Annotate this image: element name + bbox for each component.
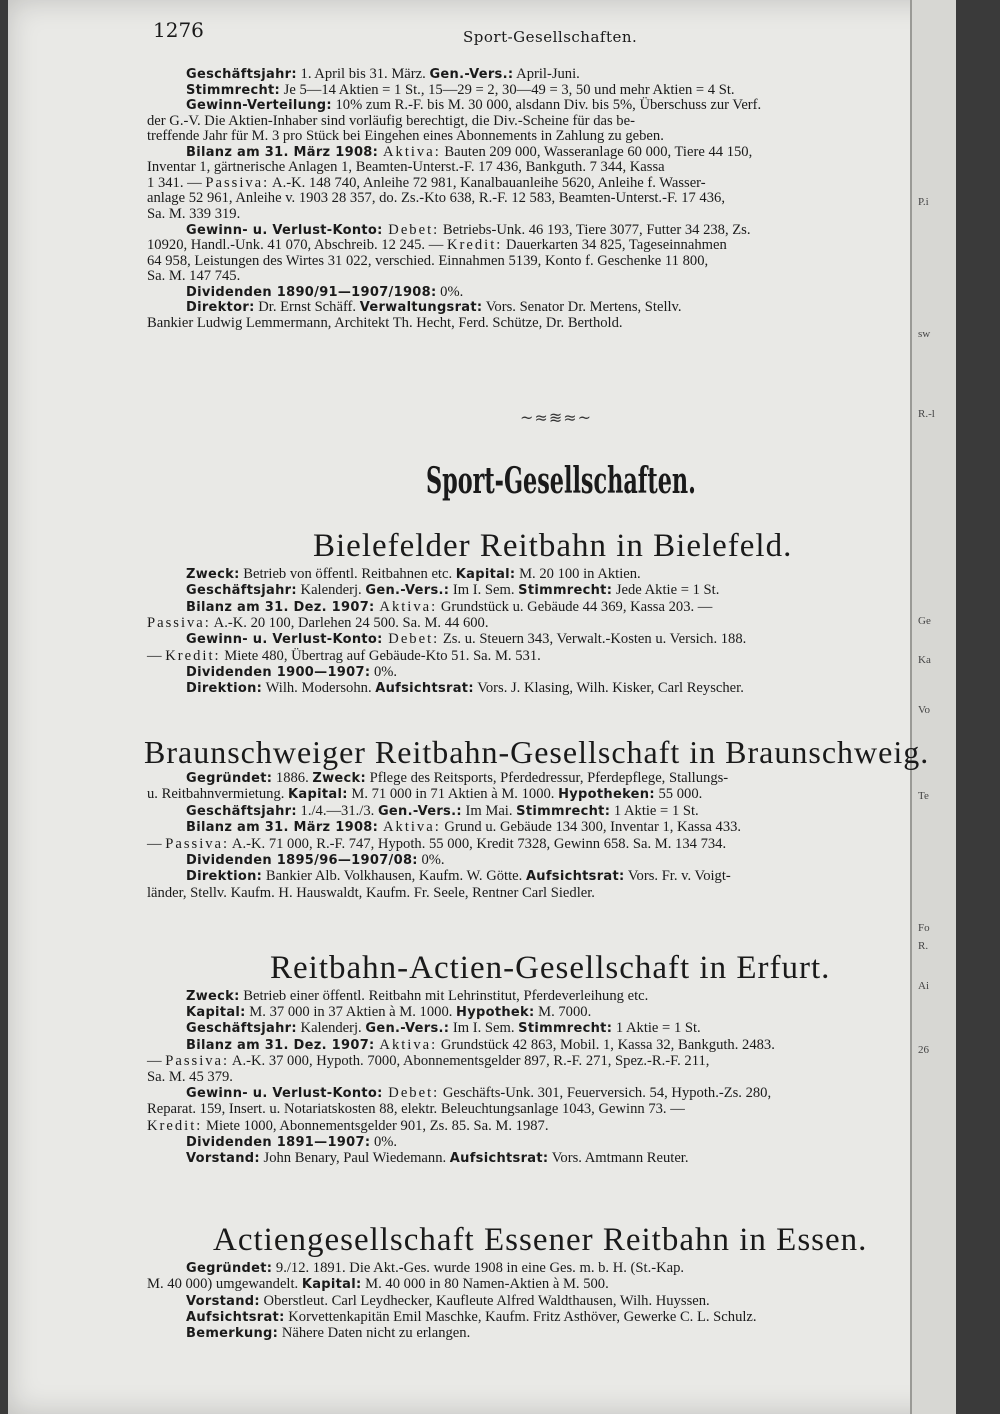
edge-fragment: P.i [918, 196, 929, 208]
section-ornament: ~≈≋≈~ [520, 408, 593, 427]
text-line [186, 819, 741, 836]
text-run: Miete 1000, Abonnementsgelder 901, Zs. 85. Sa. M. 1987. [202, 1118, 549, 1134]
text-run: Miete 480, Übertrag auf Gebäude-Kto 51. Sa. M. 531. [220, 648, 541, 664]
text-line [186, 1134, 397, 1151]
text-run: 0%. [417, 852, 445, 868]
field-label: Gen.-Vers.: [429, 67, 514, 82]
field-label: Stimmrecht: [516, 804, 611, 819]
text-run: 1./4.—31./3. [296, 803, 378, 819]
text-run: Sa. M. 147 745. [147, 268, 241, 284]
field-label: Aufsichtsrat: [375, 681, 474, 696]
text-line [186, 1325, 470, 1342]
text-run: Im I. Sem. [449, 1020, 519, 1036]
text-run: Bankier Ludwig Lemmermann, Architekt Th. Hecht, Ferd. Schütze, Dr. Berthold. [147, 315, 623, 331]
field-label: Kapital: [186, 1005, 246, 1020]
spaced-label: Debet: [382, 222, 440, 238]
text-line [147, 786, 702, 803]
text-line [186, 664, 397, 681]
text-run: Sa. M. 339 319. [147, 206, 241, 222]
field-label: Bemerkung: [186, 1326, 279, 1341]
text-run: — [147, 648, 166, 664]
edge-fragment: 26 [918, 1044, 929, 1056]
text-line [147, 206, 240, 222]
edge-fragment: Ge [918, 615, 931, 627]
field-label: Kapital: [455, 567, 516, 582]
text-run: länder, Stellv. Kaufm. H. Hauswaldt, Kaufm. Fr. Seele, Rentner Carl Siedler. [147, 885, 595, 901]
adjacent-page-edge [910, 0, 956, 1414]
text-run: Im I. Sem. [449, 582, 519, 598]
text-run: Bauten 209 000, Wasseranlage 60 000, Tiere 44 150, [440, 144, 753, 160]
text-run: Sa. M. 45 379. [147, 1069, 233, 1085]
text-run: Betriebs-Unk. 46 193, Tiere 3077, Futter 34 238, Zs. [439, 222, 751, 238]
text-line [186, 680, 744, 697]
text-run: April-Juni. [513, 66, 580, 82]
text-line [147, 836, 726, 852]
spaced-label: Kredit: [446, 237, 503, 253]
field-label: Gewinn- u. Verlust-Konto: [186, 223, 383, 238]
text-run: Grund u. Gebäude 134 300, Inventar 1, Kassa 433. [440, 819, 742, 835]
text-run: treffende Jahr für M. 3 pro Stück bei Eingehen eines Abonnements in Zahlung zu geben. [147, 128, 664, 144]
text-line [186, 988, 648, 1005]
text-line [147, 1101, 685, 1117]
field-label: Zweck: [186, 567, 240, 582]
field-label: Bilanz am 31. Dez. 1907: [186, 1038, 375, 1053]
text-run: Vors. Fr. v. Voigt- [624, 868, 731, 884]
text-line [186, 582, 719, 599]
company-title-braunschweig: Braunschweiger Reitbahn-Gesellschaft in Braunschweig. [144, 734, 930, 770]
spaced-label: Kredit: [165, 648, 221, 664]
text-run: Geschäfts-Unk. 301, Feuerversich. 54, Hypoth.-Zs. 280, [439, 1085, 772, 1101]
edge-fragment: Ai [918, 980, 929, 992]
field-label: Aufsichtsrat: [525, 869, 625, 884]
spaced-label: Passiva: [147, 615, 211, 631]
field-label: Geschäftsjahr: [186, 67, 297, 82]
spaced-label: Aktiva: [374, 1037, 438, 1053]
section-title: Sport-Gesellschaften. [426, 460, 696, 502]
field-label: Kapital: [288, 787, 348, 802]
edge-fragment: sw [918, 328, 931, 340]
text-run: anlage 52 961, Anleihe v. 1903 28 357, do. Zs.-Kto 638, R.-F. 12 583, Beamten-Unterst.-F. 17 436, [147, 190, 725, 206]
text-run: Oberstleut. Carl Leydhecker, Kaufleute Alfred Waldthausen, Wilh. Huyssen. [259, 1293, 710, 1309]
text-run: Grundstück u. Gebäude 44 369, Kassa 203. — [437, 599, 713, 615]
text-run: M. 40 000) umgewandelt. [147, 1276, 302, 1292]
text-run: Dr. Ernst Schäff. [254, 299, 360, 315]
text-run: Reparat. 159, Insert. u. Notariatskosten 88, elektr. Beleuchtungsanlage 1043, Gewinn 73. — [147, 1101, 685, 1117]
text-run: M. 40 000 in 80 Namen-Aktien à M. 500. [361, 1276, 609, 1292]
edge-fragment: R.-l [918, 408, 935, 420]
text-line [186, 1150, 689, 1167]
text-line [186, 803, 699, 820]
text-run: Bankier Alb. Volkhausen, Kaufm. W. Götte. [262, 868, 526, 884]
spaced-label: Passiva: [165, 836, 230, 852]
field-label: Geschäftsjahr: [186, 804, 297, 819]
text-line [147, 1276, 609, 1293]
text-line [186, 1020, 701, 1037]
text-run: Korvettenkapitän Emil Maschke, Kaufm. Fritz Asthöver, Gewerke C. L. Schulz. [284, 1309, 757, 1325]
text-run: Pflege des Reitsports, Pferdedressur, Pferdepflege, Stallungs- [366, 770, 729, 786]
text-line [147, 885, 595, 901]
text-line [186, 1260, 684, 1277]
text-run: 1. April bis 31. März. [296, 66, 430, 82]
field-label: Stimmrecht: [186, 83, 281, 98]
spaced-label: Debet: [382, 631, 440, 647]
edge-fragment: Te [918, 790, 929, 802]
text-run: Im Mai. [461, 803, 517, 819]
edge-fragment: Ka [918, 654, 931, 666]
text-run: A.-K. 148 740, Anleihe 72 981, Kanalbauanleihe 5620, Anleihe f. Wasser- [269, 175, 706, 191]
field-label: Gewinn-Verteilung: [186, 98, 332, 113]
text-line [186, 631, 746, 648]
field-label: Gen.-Vers.: [377, 804, 462, 819]
text-run: A.-K. 37 000, Hypoth. 7000, Abonnementsgelder 897, R.-F. 271, Spez.-R.-F. 211, [229, 1053, 710, 1069]
text-line [147, 315, 623, 331]
spaced-label: Kredit: [147, 1118, 203, 1134]
text-line [147, 648, 541, 664]
field-label: Gewinn- u. Verlust-Konto: [186, 1086, 383, 1101]
text-run: 0%. [370, 1134, 398, 1150]
text-run: 0%. [436, 284, 464, 300]
text-line [147, 615, 489, 631]
text-line [147, 190, 725, 206]
text-line [186, 1037, 775, 1054]
field-label: Dividenden 1895/96—1907/08: [186, 853, 418, 868]
text-run: Vors. Amtmann Reuter. [548, 1150, 689, 1166]
field-label: Verwaltungsrat: [359, 300, 483, 315]
field-label: Geschäftsjahr: [186, 583, 297, 598]
field-label: Dividenden 1900—1907: [186, 665, 371, 680]
text-run: 1 Aktie = 1 St. [610, 803, 699, 819]
text-line [147, 175, 706, 191]
text-line [186, 97, 761, 114]
field-label: Gen.-Vers.: [365, 583, 450, 598]
text-run: Zs. u. Steuern 343, Verwalt.-Kosten u. Versich. 188. [439, 631, 747, 647]
field-label: Bilanz am 31. Dez. 1907: [186, 600, 375, 615]
field-label: Geschäftsjahr: [186, 1021, 297, 1036]
field-label: Stimmrecht: [518, 583, 613, 598]
text-line [186, 66, 580, 83]
text-line [186, 852, 445, 869]
text-line [186, 599, 712, 616]
field-label: Gegründet: [186, 771, 273, 786]
text-run: Wilh. Modersohn. [262, 680, 376, 696]
field-label: Vorstand: [186, 1294, 260, 1309]
text-run: A.-K. 20 100, Darlehen 24 500. Sa. M. 44 600. [210, 615, 489, 631]
spaced-label: Passiva: [205, 175, 270, 191]
text-run: 55 000. [654, 786, 703, 802]
text-run: A.-K. 71 000, R.-F. 747, Hypoth. 55 000, Kredit 7328, Gewinn 658. Sa. M. 134 734. [229, 836, 727, 852]
field-label: Direktor: [186, 300, 255, 315]
text-line [147, 128, 664, 144]
text-run: Dauerkarten 34 825, Tageseinnahmen [502, 237, 727, 253]
text-line [186, 1085, 771, 1102]
edge-fragment: Fo [918, 922, 930, 934]
field-label: Gewinn- u. Verlust-Konto: [186, 632, 383, 647]
text-run: Inventar 1, gärtnerische Anlagen 1, Beamten-Unterst.-F. 17 436, Bankguth. 7 344, Kassa [147, 159, 665, 175]
text-run: M. 7000. [534, 1004, 592, 1020]
edge-fragment: Vo [918, 704, 931, 716]
field-label: Direktion: [186, 681, 263, 696]
field-label: Stimmrecht: [518, 1021, 613, 1036]
field-label: Hypotheken: [558, 787, 655, 802]
text-run: M. 71 000 in 71 Aktien à M. 1000. [347, 786, 559, 802]
text-line [147, 1118, 549, 1134]
spaced-label: Debet: [382, 1085, 440, 1101]
text-run: 10920, Handl.-Unk. 41 070, Abschreib. 12 245. — [147, 237, 447, 253]
field-label: Gegründet: [186, 1261, 273, 1276]
text-line [186, 299, 682, 316]
text-run: M. 20 100 in Aktien. [515, 566, 641, 582]
spaced-label: Passiva: [165, 1053, 230, 1069]
text-run: 1 341. — [147, 175, 206, 191]
field-label: Gen.-Vers.: [365, 1021, 450, 1036]
field-label: Hypothek: [456, 1005, 535, 1020]
text-line [147, 113, 635, 129]
text-line [147, 268, 240, 284]
text-run: 0%. [370, 664, 398, 680]
text-run: der G.-V. Die Aktien-Inhaber sind vorläufig berechtigt, die Div.-Scheine für das be- [147, 113, 635, 129]
text-run: M. 37 000 in 37 Aktien à M. 1000. [245, 1004, 457, 1020]
spaced-label: Aktiva: [378, 144, 441, 160]
text-run: Vors. Senator Dr. Mertens, Stellv. [482, 299, 682, 315]
company-title-essen: Actiengesellschaft Essener Reitbahn in Essen. [213, 1222, 868, 1258]
field-label: Aufsichtsrat: [449, 1151, 549, 1166]
text-run: 1 Aktie = 1 St. [612, 1020, 701, 1036]
text-run: John Benary, Paul Wiedemann. [259, 1150, 450, 1166]
text-line [186, 1309, 757, 1326]
text-line [147, 1053, 709, 1069]
field-label: Kapital: [301, 1277, 362, 1292]
text-line [147, 159, 665, 175]
text-run: — [147, 1053, 166, 1069]
text-line [186, 1293, 710, 1310]
text-run: — [147, 836, 166, 852]
spaced-label: Aktiva: [374, 599, 438, 615]
field-label: Aufsichtsrat: [186, 1310, 285, 1325]
edge-fragment: R. [918, 940, 929, 952]
company-title-erfurt: Reitbahn-Actien-Gesellschaft in Erfurt. [270, 950, 831, 986]
field-label: Bilanz am 31. März 1908: [186, 145, 379, 160]
text-run: Je 5—14 Aktien = 1 St., 15—29 = 2, 30—49 = 3, 50 und mehr Aktien = 4 St. [280, 82, 735, 98]
text-run: 9./12. 1891. Die Akt.-Ges. wurde 1908 in eine Ges. m. b. H. (St.-Kap. [272, 1260, 685, 1276]
spaced-label: Aktiva: [378, 819, 441, 835]
field-label: Zweck: [186, 989, 240, 1004]
text-run: Kalenderj. [296, 582, 366, 598]
text-run: 1886. [272, 770, 313, 786]
text-line [186, 1004, 591, 1021]
text-line [147, 253, 708, 269]
field-label: Zweck: [312, 771, 366, 786]
running-head: Sport-Gesellschaften. [463, 28, 638, 46]
text-line [147, 1069, 233, 1085]
text-line [186, 868, 731, 885]
text-run: Kalenderj. [296, 1020, 366, 1036]
text-run: Nähere Daten nicht zu erlangen. [278, 1325, 471, 1341]
text-line [186, 770, 728, 787]
text-run: Betrieb von öffentl. Reitbahnen etc. [239, 566, 456, 582]
company-title-bielefeld: Bielefelder Reitbahn in Bielefeld. [313, 528, 793, 564]
text-line [147, 237, 727, 253]
text-run: Betrieb einer öffentl. Reitbahn mit Lehrinstitut, Pferdeverleihung etc. [239, 988, 649, 1004]
text-run: 10% zum R.-F. bis M. 30 000, alsdann Div. bis 5%, Überschuss zur Verf. [331, 97, 762, 113]
field-label: Dividenden 1890/91—1907/1908: [186, 285, 437, 300]
field-label: Bilanz am 31. März 1908: [186, 820, 379, 835]
text-run: Jede Aktie = 1 St. [612, 582, 720, 598]
field-label: Direktion: [186, 869, 263, 884]
text-run: 64 958, Leistungen des Wirtes 31 022, verschied. Einnahmen 5139, Konto f. Geschenke 11 800, [147, 253, 709, 269]
text-run: u. Reitbahnvermietung. [147, 786, 289, 802]
page-number: 1276 [153, 18, 204, 42]
text-run: Vors. J. Klasing, Wilh. Kisker, Carl Reyscher. [473, 680, 744, 696]
field-label: Dividenden 1891—1907: [186, 1135, 371, 1150]
text-run: Grundstück 42 863, Mobil. 1, Kassa 32, Bankguth. 2483. [437, 1037, 775, 1053]
text-line [186, 566, 641, 583]
field-label: Vorstand: [186, 1151, 260, 1166]
